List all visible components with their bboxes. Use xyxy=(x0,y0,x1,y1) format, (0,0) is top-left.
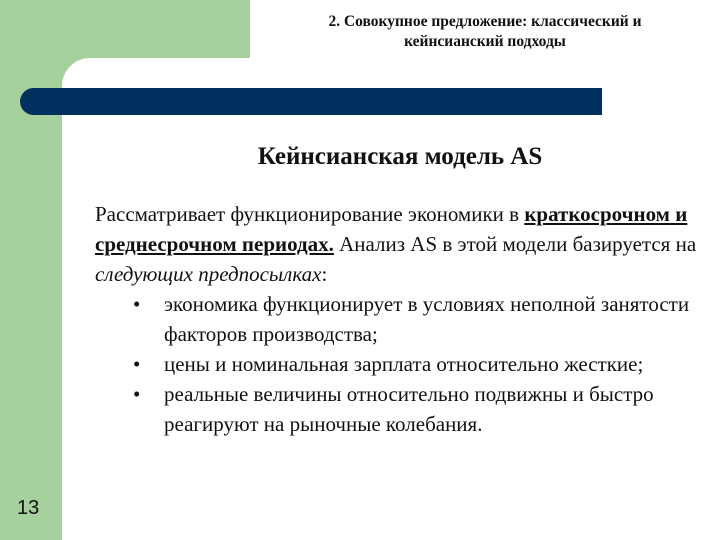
list-item xyxy=(133,379,705,439)
list-item-text: цены и номинальная зарплата относительно жесткие; xyxy=(164,352,644,376)
list-item xyxy=(133,349,705,379)
header-line-2: кейнсианский подходы xyxy=(404,33,566,50)
title-divider-bar xyxy=(20,88,602,115)
bullet-marker: • xyxy=(133,352,141,376)
slide-header xyxy=(280,12,690,52)
bullet-marker: • xyxy=(133,382,141,406)
list-item xyxy=(133,289,705,349)
slide-body xyxy=(95,199,705,439)
list-item-text: реальные величины относительно подвижны и быстро реагируют на рыночные колебания. xyxy=(164,382,654,436)
intro-paragraph xyxy=(95,199,705,289)
header-line-1: 2. Совокупное предложение: классический и xyxy=(328,13,642,30)
slide-number: 13 xyxy=(17,497,40,519)
italic-premises: следующих предпосылках xyxy=(95,262,322,286)
list-item-text: экономика функционирует в условиях неполной занятости факторов производства; xyxy=(164,292,690,346)
bullet-marker: • xyxy=(133,292,141,316)
slide-title: Кейнсианская модель AS xyxy=(257,143,543,170)
colon-text: : xyxy=(321,262,328,286)
intro-text: Рассматривает функционирование экономики в xyxy=(95,202,525,226)
analysis-text: Анализ AS в этой модели базируется на xyxy=(333,232,697,256)
premises-list xyxy=(95,289,705,439)
underlined-periods: краткосрочном и среднесрочном периодах. xyxy=(95,202,688,256)
left-decor-band xyxy=(0,0,62,540)
